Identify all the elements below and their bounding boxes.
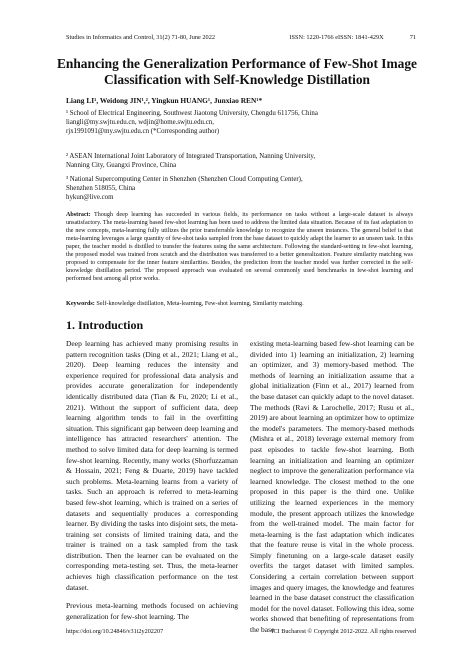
abstract bbox=[66, 211, 413, 283]
paragraph: existing meta-learning based few-shot learning can be divided into 1) learning an initialization, 2) learning an optimizer, and 3) memory-based method. The methods of learning an initialization assume that a global initialization (Finn et al., 2017) learned from the base dataset can quickly adapt to the novel dataset. The methods (Ravi & Larochelle, 2017; Rusu et al., 2019) are about learning an optimizer how to optimize the model's parameters. The memory-based methods (Mishra et al., 2018) leverage external memory from past episodes to tackle few-shot learning. Both learning an initialization and learning an optimizer neglect to improve the generalization performance via learned knowledge. The closest method to the one proposed in this paper is the third one. Unlike utilizing the learned experiences in the memory module, the present approach utilizes the knowledge from the well-trained model. The main factor for meta-learning is the fast adaptation which indicates that the feature reuse is vital in the whole process. Simply finetuning on a large-scale dataset easily overfits the target dataset with limited samples. Considering a certain correlation between support images and query images, the knowledge and features learned in the base dataset construct the classification model for the novel dataset. Following this idea, some works showed that benefiting of representations from the base bbox=[250, 339, 414, 635]
page-footer bbox=[66, 628, 416, 635]
paragraph: Deep learning has achieved many promising results in pattern recognition tasks (Ding et al., 2021; Liang et al., 2020). Deep learning reduces the intensity and experience required for professional data analysis and provides accurate generalization for independently identically distributed data (Tian & Fu, 2020; Li et al., 2021). Without the support of sufficient data, deep learning algorithm tends to fail in the overfitting situation. This significant gap between deep learning and intelligence has attracted researchers' attention. The method to solve limited data for deep learning is termed few-shot learning. Recently, many works (Shorfuzzaman & Hossain, 2021; Feng & Duarte, 2019) have tackled such problems. Meta-learning learns from a variety of tasks. Such an approach is referred to meta-learning based few-shot learning, which is trained on a series of datasets and sequentially produces a corresponding learner. By dividing the tasks into disjoint sets, the meta-training set consists of limited training data, and the trainer is trained on a task sampled from the task distribution. Then the learner can be evaluated on the corresponding meta-testing set. Thus, the meta-learner achieves high classification performance on the test dataset. bbox=[66, 339, 238, 592]
body-column-left bbox=[66, 339, 238, 630]
running-header bbox=[66, 34, 416, 41]
keywords-text: Self-knowledge distillation, Meta-learning, Few-shot learning, Similarity matching. bbox=[96, 300, 304, 307]
doi-link[interactable]: https://doi.org/10.24846/v31i2y202207 bbox=[66, 628, 164, 635]
abstract-label: Abstract: bbox=[66, 212, 91, 218]
abstract-text: Though deep learning has succeeded in various fields, its performance on tasks without a large-scale dataset is always unsatisfactory. The meta-learning based few-shot learning has been used to address the limited data situation. Because of its fast adaptation to the new concepts, meta-learning fully utilizes the prior transferrable knowledge to recognize the unseen instances. The general belief is that meta-learning leverages a large quantity of few-shot tasks sampled from the base dataset to quickly adapt the learner to an unseen task. In this paper, the teacher model is distilled to transfer the features using the same architecture. Following the standard-setting in few-shot learning, the proposed model was trained from scratch and the distribution was transferred to a better generalization. Feature similarity matching was proposed to compensate for the inner feature similarities. Besides, the prediction from the teacher model was further corrected in the self-knowledge distillation period. The proposed approach was evaluated on several commonly used benchmarks in few-shot learning and performed best among all prior works. bbox=[66, 212, 413, 283]
page-number: 71 bbox=[409, 34, 416, 41]
keywords bbox=[66, 300, 413, 307]
paragraph: Previous meta-learning methods focused on achieving generalization for few-shot learning. The bbox=[66, 601, 238, 621]
paper-title: Enhancing the Generalization Performance of Few-Shot Image Classification with Self-Knowledge Distillation bbox=[56, 56, 417, 87]
affiliation-1: ¹ School of Electrical Engineering, Southwest Jiaotong University, Chengdu 611756, China liangli@my.swjtu.edu.cn, wdjin@home.swjtu.edu.cn, rjx1991091@my.swjtu.edu.cn (*Corresponding author) bbox=[66, 110, 318, 136]
journal-citation: Studies in Informatics and Control, 31(2) 71-80, June 2022 bbox=[66, 34, 216, 41]
issn: ISSN: 1220-1766 eISSN: 1841-429X bbox=[289, 34, 384, 41]
keywords-label: Keywords: bbox=[66, 300, 95, 307]
author-list: Liang LI¹, Weidong JIN¹,², Yingkun HUANG¹, Junxiao REN¹* bbox=[66, 96, 263, 105]
body-column-right bbox=[250, 339, 414, 644]
affiliation-2: ² ASEAN International Joint Laboratory of Integrated Transportation, Nanning University, Nanning City, Guangxi Province, China bbox=[66, 153, 316, 170]
section-heading: 1. Introduction bbox=[66, 318, 144, 332]
copyright: ICI Bucharest © Copyright 2012-2022. All rights reserved bbox=[271, 628, 416, 635]
affiliation-3: ³ National Supercomputing Center in Shenzhen (Shenzhen Cloud Computing Center), Shenzhen 518055, China hykun@live.com bbox=[66, 176, 303, 202]
